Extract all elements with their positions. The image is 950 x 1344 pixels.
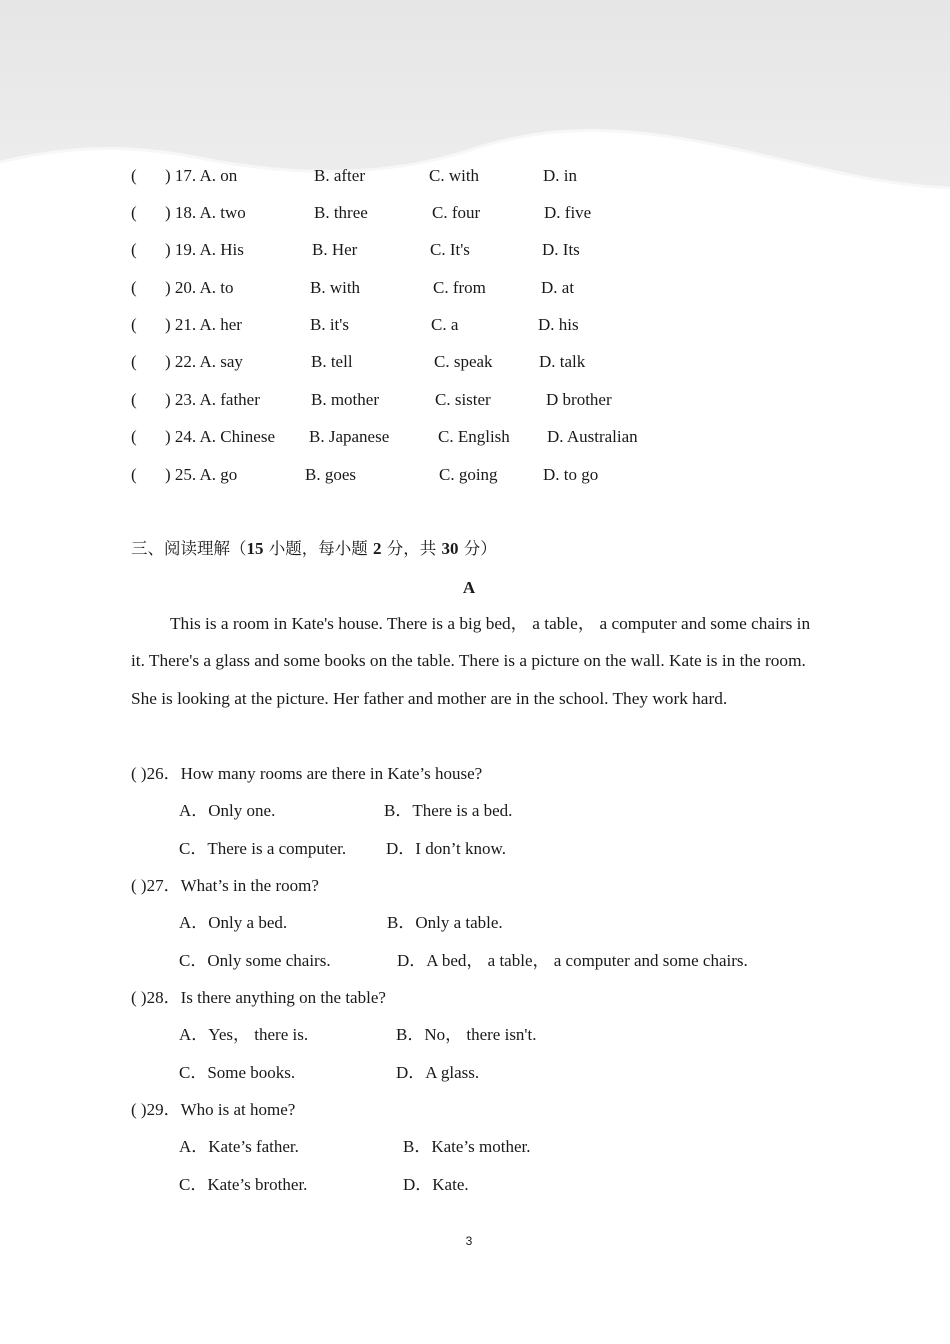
option-b: B. Japanese: [309, 427, 390, 446]
option-d: D. five: [544, 203, 592, 222]
option-d: D. in: [543, 166, 577, 185]
option-a: ) 23. A. father: [165, 390, 260, 409]
choice-b: B．No， there isn't.: [396, 1025, 537, 1044]
option-d: D. his: [538, 315, 579, 334]
passage-title: A: [462, 578, 476, 597]
answer-bracket: (: [131, 278, 137, 297]
option-c: C. sister: [435, 390, 491, 409]
option-c: C. It's: [430, 240, 470, 259]
option-d: D. Its: [542, 240, 580, 259]
answer-bracket: (: [131, 240, 137, 259]
option-c: C. four: [432, 203, 481, 222]
option-d: D. talk: [539, 352, 586, 371]
section-heading-suffix: 分）: [458, 539, 497, 558]
choice-d: D．A glass.: [396, 1063, 480, 1082]
page-number: 3: [465, 1234, 473, 1248]
option-b: B. tell: [311, 352, 353, 371]
choice-a: A．Yes， there is.: [179, 1025, 309, 1044]
option-a: ) 18. A. two: [165, 203, 246, 222]
answer-bracket: (: [131, 315, 137, 334]
option-a: ) 17. A. on: [165, 166, 238, 185]
question-count: 15: [246, 539, 264, 558]
question-stem-29: ( )29．Who is at home?: [131, 1100, 296, 1119]
answer-bracket: (: [131, 427, 137, 446]
option-c: C. from: [433, 278, 486, 297]
answer-bracket: (: [131, 352, 137, 371]
choice-b: B．Only a table.: [387, 913, 503, 932]
option-b: B. with: [310, 278, 361, 297]
option-c: C. going: [439, 465, 498, 484]
choice-c: C．Some books.: [179, 1063, 296, 1082]
choice-d: D．A bed， a table， a computer and some chairs.: [397, 951, 748, 970]
option-b: B. Her: [312, 240, 358, 259]
choice-c: C．Only some chairs.: [179, 951, 331, 970]
option-a: ) 21. A. her: [165, 315, 242, 334]
choice-d: D．Kate.: [403, 1175, 469, 1194]
points-total: 30: [441, 539, 459, 558]
choice-c: C．Kate’s brother.: [179, 1175, 308, 1194]
option-a: ) 25. A. go: [165, 465, 238, 484]
question-stem-26: ( )26．How many rooms are there in Kate’s house?: [131, 764, 483, 783]
option-c: C. speak: [434, 352, 493, 371]
option-a: ) 20. A. to: [165, 278, 234, 297]
option-a: ) 22. A. say: [165, 352, 243, 371]
choice-d: D．I don’t know.: [386, 839, 506, 858]
option-a: ) 24. A. Chinese: [165, 427, 276, 446]
option-b: B. three: [314, 203, 368, 222]
option-d: D brother: [546, 390, 612, 409]
question-stem-28: ( )28．Is there anything on the table?: [131, 988, 386, 1007]
option-b: B. it's: [310, 315, 349, 334]
passage-text: This is a room in Kate's house. There is a big bed， a table， a computer and some chairs in it. There's a glass and some books on the table. There is a picture on the wall. Kate is in the room. She is looking at the picture. Her father and mother are in the school. They work hard.: [131, 614, 811, 708]
choice-a: A．Kate’s father.: [179, 1137, 299, 1156]
answer-bracket: (: [131, 203, 137, 222]
answer-bracket: (: [131, 390, 137, 409]
option-d: D. Australian: [547, 427, 638, 446]
section-heading-text: 小题，每小题: [263, 539, 373, 558]
option-c: C. a: [431, 315, 459, 334]
option-d: D. to go: [543, 465, 599, 484]
answer-bracket: (: [131, 166, 137, 185]
points-each: 2: [373, 539, 382, 558]
option-a: ) 19. A. His: [165, 240, 244, 259]
option-c: C. English: [438, 427, 510, 446]
section-heading-text: 分，共: [381, 539, 442, 558]
choice-a: A．Only a bed.: [179, 913, 288, 932]
option-b: B. mother: [311, 390, 379, 409]
reading-passage: [131, 605, 811, 717]
choice-c: C．There is a computer.: [179, 839, 347, 858]
choice-b: B．There is a bed.: [384, 801, 513, 820]
option-c: C. with: [429, 166, 480, 185]
option-b: B. goes: [305, 465, 356, 484]
section-heading-prefix: 三、阅读理解（: [131, 539, 247, 558]
choice-b: B．Kate’s mother.: [403, 1137, 531, 1156]
answer-bracket: (: [131, 465, 137, 484]
option-d: D. at: [541, 278, 575, 297]
option-b: B. after: [314, 166, 365, 185]
section-heading: [131, 539, 497, 559]
question-stem-27: ( )27．What’s in the room?: [131, 876, 319, 895]
choice-a: A．Only one.: [179, 801, 276, 820]
